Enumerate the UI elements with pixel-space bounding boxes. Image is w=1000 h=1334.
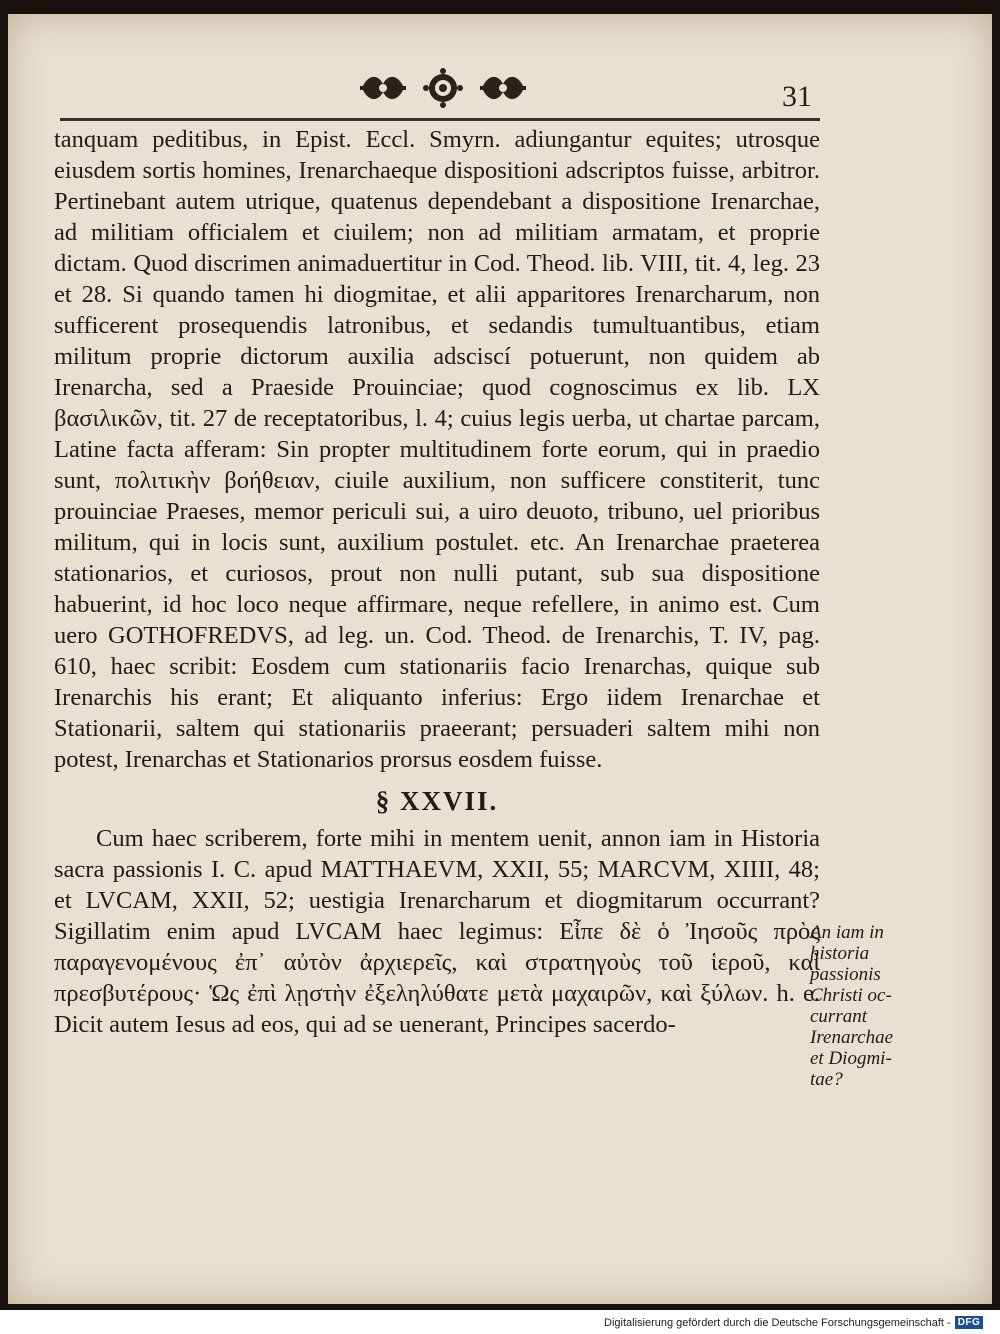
footer xyxy=(604,1316,983,1329)
ornament-center-icon xyxy=(421,68,465,108)
footer-text: Digitalisierung gefördert durch die Deutsche Forschungsgemeinschaft - xyxy=(604,1316,951,1329)
header-ornament-icon xyxy=(358,66,528,110)
page-number: 31 xyxy=(782,80,812,113)
body-text xyxy=(54,124,820,1040)
paragraph-1: tanquam peditibus, in Epist. Eccl. Smyrn. adiungantur equites; utrosque eiusdem sortis homines, Irenarchaeque dispositioni adscriptos fuisse, arbitror. Pertinebant autem utrique, quatenus dependebant a dispositione Irenarchae, ad militiam officialem et ciuilem; non ad militiam armatam, et proprie dictam. Quod discrimen animaduertitur in Cod. Theod. lib. VIII, tit. 4, leg. 23 et 28. Si quando tamen hi diogmitae, et alii apparitores Irenarcharum, non sufficerent prosequendis latronibus, et sedandis tumultuantibus, etiam militum proprie dictorum auxilia adsciscí potuerunt, non quidem ab Irenarcha, sed a Praeside Prouinciae; quod cognoscimus ex lib. LX βασιλικῶν, tit. 27 de receptatoribus, l. 4; cuius legis uerba, ut chartae parcam, Latine facta afferam: Sin propter multitudinem forte eorum, qui in praedio sunt, πολιτικὴν βοήθειαν, ciuile auxilium, non sufficere constiterit, tunc prouinciae Praeses, memor periculi sui, a uiro deuoto, tribuno, uel prioribus militum, qui in locis sunt, auxilium postulet. etc. An Irenarchae praeterea stationarios, et curiosos, prout non nulli putant, sub sua dispositione habuerint, id hoc loco neque affirmare, neque refellere, in animo est. Cum uero GOTHOFREDVS, ad leg. un. Cod. Theod. de Irenarchis, T. IV, pag. 610, haec scribit: Eosdem cum stationariis facio Irenarchas, quique sub Irenarchis his erant; Et aliquanto inferius: Ergo iidem Irenarchae et Stationarii, saltem qui stationariis praeerant; persuaderi saltem mihi non potest, Irenarchas et Stationarios prorsus eosdem fuisse. xyxy=(54,126,820,773)
book-page xyxy=(8,14,992,1304)
paragraph-2: Cum haec scriberem, forte mihi in mentem uenit, annon iam in Historia sacra passionis I. C. apud MATTHAEVM, XXII, 55; MARCVM, XIIII, 48; et LVCAM, XXII, 52; uestigia Irenarcharum et diogmitarum occurrant? Sigillatim enim apud LVCAM haec legimus: Εἶπε δὲ ὁ Ἰησοῦς πρὸς παραγενομένους ἐπ᾽ αὐτὸν ἀρχιερεῖς, καὶ στρατηγοὺς τοῦ ἱεροῦ, καὶ πρεσβυτέρους· Ὡς ἐπὶ λῃστὴν ἐξεληλύθατε μετὰ μαχαιρῶν, καὶ ξύλων. h. e. Dicit autem Iesus ad eos, qui ad se uenerant, Principes sacerdo- xyxy=(54,825,820,1038)
section-heading: § XXVII. xyxy=(375,786,499,816)
dfg-logo-icon: DFG xyxy=(955,1316,984,1329)
margin-note: An iam in historia passionis Christi oc- currant Irenarchae et Diogmi- tae? xyxy=(810,922,894,1090)
ornament-left-icon xyxy=(358,70,408,106)
header-rule xyxy=(60,118,820,121)
ornament-right-icon xyxy=(478,70,528,106)
